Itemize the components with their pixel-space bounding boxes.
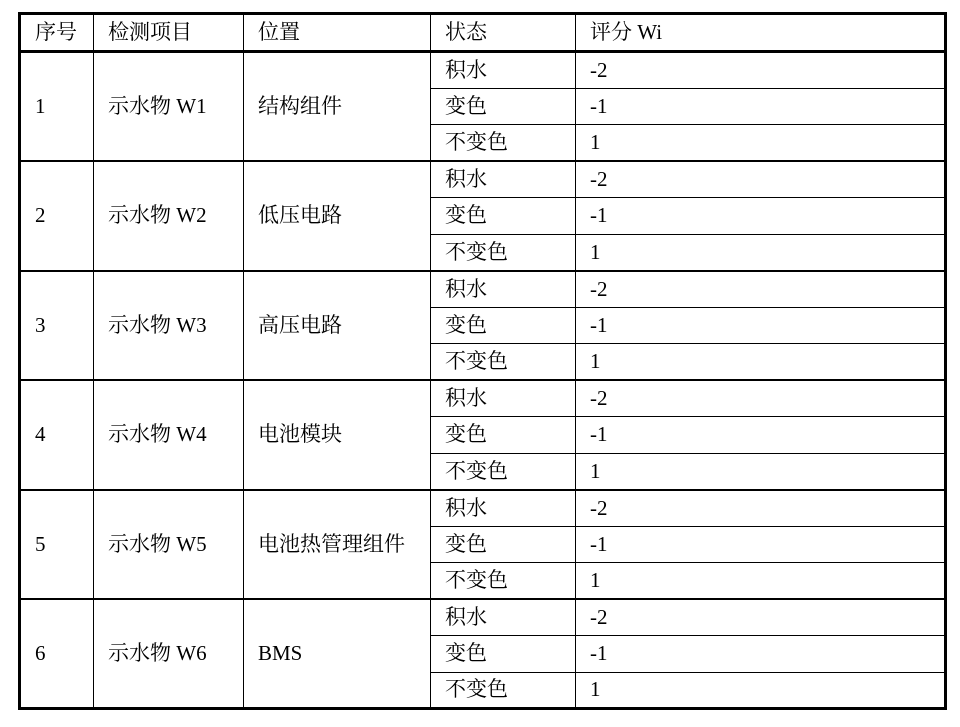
state-cell: 变色 [431,526,576,563]
score-cell: -1 [576,526,946,563]
header-state: 状态 [431,14,576,52]
item-cell: 示水物 W6 [94,599,244,709]
score-cell: 1 [576,344,946,381]
score-cell: 1 [576,563,946,600]
index-cell: 1 [20,52,94,162]
state-cell: 不变色 [431,125,576,162]
score-cell: -2 [576,161,946,198]
score-cell: -2 [576,52,946,89]
score-cell: -2 [576,599,946,636]
item-cell: 示水物 W2 [94,161,244,271]
item-cell: 示水物 W1 [94,52,244,162]
table-row [20,161,946,198]
state-cell: 变色 [431,636,576,673]
table-row [20,271,946,308]
state-cell: 不变色 [431,563,576,600]
score-cell: -2 [576,271,946,308]
table-row [20,380,946,417]
index-cell: 5 [20,490,94,600]
header-location: 位置 [244,14,431,52]
state-cell: 积水 [431,161,576,198]
header-row [20,14,946,52]
state-cell: 不变色 [431,672,576,709]
state-cell: 积水 [431,52,576,89]
state-cell: 积水 [431,271,576,308]
table-row [20,52,946,89]
index-cell: 2 [20,161,94,271]
score-cell: 1 [576,672,946,709]
score-cell: 1 [576,125,946,162]
score-cell: -1 [576,198,946,235]
state-cell: 不变色 [431,453,576,490]
state-cell: 积水 [431,599,576,636]
header-index: 序号 [20,14,94,52]
state-cell: 变色 [431,88,576,125]
state-cell: 积水 [431,490,576,527]
item-cell: 示水物 W5 [94,490,244,600]
score-cell: -1 [576,636,946,673]
state-cell: 变色 [431,307,576,344]
item-cell: 示水物 W3 [94,271,244,381]
table-row [20,599,946,636]
state-cell: 不变色 [431,344,576,381]
score-cell: -2 [576,380,946,417]
location-cell: 低压电路 [244,161,431,271]
location-cell: BMS [244,599,431,709]
location-cell: 高压电路 [244,271,431,381]
water-indicator-scoring-table [18,12,947,710]
index-cell: 4 [20,380,94,490]
score-cell: 1 [576,453,946,490]
table-row [20,490,946,527]
state-cell: 变色 [431,417,576,454]
location-cell: 电池模块 [244,380,431,490]
item-cell: 示水物 W4 [94,380,244,490]
score-cell: -1 [576,307,946,344]
state-cell: 变色 [431,198,576,235]
score-cell: -1 [576,417,946,454]
header-score: 评分 Wi [576,14,946,52]
state-cell: 积水 [431,380,576,417]
state-cell: 不变色 [431,234,576,271]
location-cell: 电池热管理组件 [244,490,431,600]
header-item: 检测项目 [94,14,244,52]
index-cell: 3 [20,271,94,381]
score-cell: -1 [576,88,946,125]
location-cell: 结构组件 [244,52,431,162]
score-cell: 1 [576,234,946,271]
score-cell: -2 [576,490,946,527]
index-cell: 6 [20,599,94,709]
